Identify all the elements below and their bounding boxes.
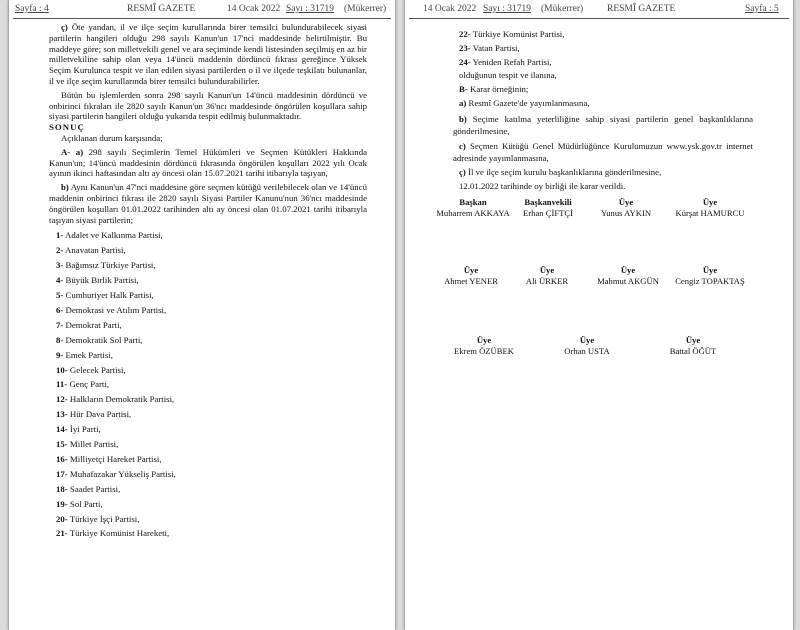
sub-item: b) Seçime katılma yeterliliğine sahip siyasi partilerin genel başkanlıklarına gönderilmesine,: [453, 113, 753, 136]
signature-block: Üye Orhan USTA: [564, 335, 610, 356]
page-number: Sayfa : 4: [15, 4, 49, 14]
signature-block: Başkan Muharrem AKKAYA: [436, 197, 510, 218]
signature-block: Üye Ahmet YENER: [444, 265, 498, 286]
signature-block: Üye Kürşat HAMURCU: [675, 197, 745, 218]
list-item: 20- Türkiye İşçi Partisi,: [56, 513, 140, 524]
signature-block: Üye Ali ÜRKER: [525, 265, 569, 286]
after-list-text: olduğunun tespit ve ilanına,: [459, 70, 557, 81]
intro-line: Açıklanan durum karşısında;: [61, 132, 163, 143]
list-item: 18- Saadet Partisi,: [56, 483, 121, 494]
page-body: [49, 22, 367, 541]
list-item: 2- Anavatan Partisi,: [56, 245, 126, 256]
list-item: 6- Demokrasi ve Atılım Partisi,: [56, 304, 167, 315]
paragraph: ç) Öte yandan, il ve ilçe seçim kurullarında birer temsilci bulundurabilecek siyasi partilerin hangileri olduğu 298 sayılı Kanun'un 17'nci maddesinde belirtilmiştir. Bu maddeye göre; son milletvekili genel ve ara seçiminde kendi listesinden seçilmiş en az bir milletvekiline sahip olan veya 14'üncü maddenin dördüncü fıkrası gereğince Yüksek Seçim Kurulunca tespit ve ilan edilen siyasi partilerden o il ve ilçede teşkilatı bulunanlar, il ve ilçe seçim kurullarında birer temsilci bulundurabilirler.: [49, 22, 367, 86]
signature-block: Üye Mahmut AKGÜN: [597, 265, 659, 286]
list-item: 8- Demokratik Sol Parti,: [56, 334, 143, 345]
list-item: 9- Emek Partisi,: [56, 349, 113, 360]
sub-item: c) Seçmen Kütüğü Genel Müdürlüğünce Kurulumuzun www.ysk.gov.tr internet adresinde yayımlanmasına,: [453, 140, 753, 163]
signature-block: Üye Cengiz TOPAKTAŞ: [675, 265, 745, 286]
list-item: 22- Türkiye Komünist Partisi,: [459, 29, 565, 39]
signature-block: Başkanvekili Erhan ÇİFTÇİ: [523, 197, 573, 218]
issue-extra: (Mükerrer): [344, 4, 387, 14]
list-item: 17- Muhafazakar Yükseliş Partisi,: [56, 468, 176, 479]
section-heading: SONUÇ: [49, 122, 85, 133]
list-item: 24- Yeniden Refah Partisi,: [459, 56, 552, 67]
gazette-title: RESMÎ GAZETE: [607, 4, 676, 14]
issue-number: Sayı : 31719: [286, 4, 335, 14]
issue-number: Sayı : 31719: [483, 4, 532, 14]
decision-item: B- Karar örneğinin;: [459, 84, 529, 95]
header-rule: [409, 18, 789, 19]
gazette-title: RESMÎ GAZETE: [127, 4, 196, 14]
header-date: 14 Ocak 2022: [227, 4, 281, 14]
list-item: 3- Bağımsız Türkiye Partisi,: [56, 260, 156, 271]
list-item: 12- Halkların Demokratik Partisi,: [56, 394, 175, 405]
list-item: 1- Adalet ve Kalkınma Partisi,: [56, 230, 163, 241]
decision-item: A- a) 298 sayılı Seçimlerin Temel Hükümleri ve Seçmen Kütükleri Hakkında Kanun'un; 14'üncü maddesinin dördüncü fıkrasında öngörülen koşulları 2022 yılı Ocak ayının ikinci haftasından altı ay öncesi olan 15.07.2021 tarihi itibarıyla taşıyan,: [49, 146, 367, 179]
list-item: 7- Demokrat Parti,: [56, 319, 122, 330]
decision-item: b) Aynı Kanun'un 47'nci maddesine göre seçmen kütüğü verilebilecek olan ve 14'üncü maddenin onbirinci fıkrası ile 2820 sayılı Siyasi Partiler Kanunu'nun 36'ncı maddesinde öngörülen koşulları 01.01.2022 tarihinden altı ay öncesi olan 01.07.2021 tarihi itibarıyla taşıyan siyasi partilerin;: [49, 182, 367, 225]
list-item: 11- Genç Parti,: [56, 379, 110, 390]
page-body: [453, 28, 753, 193]
list-item: 16- Milliyetçi Hareket Partisi,: [56, 453, 162, 464]
header-rule: [13, 18, 391, 19]
page-number: Sayfa : 5: [745, 4, 779, 14]
signature-block: Üye Battal ÖĞÜT: [669, 335, 717, 356]
page-header: [405, 4, 793, 18]
header-date: 14 Ocak 2022: [423, 4, 477, 14]
party-list: [49, 228, 367, 541]
document-page-4: [8, 0, 396, 630]
page-header: [9, 4, 395, 18]
list-item: 4- Büyük Birlik Partisi,: [56, 275, 139, 286]
list-item: 10- Gelecek Partisi,: [56, 364, 126, 375]
list-item: 15- Millet Partisi,: [56, 439, 119, 450]
list-item: 13- Hür Dava Partisi,: [56, 409, 132, 420]
list-item: 21- Türkiye Komünist Hareketi,: [56, 528, 170, 539]
document-page-5: [404, 0, 794, 630]
closing-text: 12.01.2022 tarihinde oy birliği ile karar verildi.: [459, 180, 626, 191]
list-item: 19- Sol Parti,: [56, 498, 103, 509]
sub-item: a) Resmî Gazete'de yayımlanmasına,: [459, 97, 590, 108]
sub-item: ç) İl ve ilçe seçim kurulu başkanlıklarına gönderilmesine,: [459, 166, 662, 177]
list-item: 23- Vatan Partisi,: [459, 42, 520, 53]
paragraph: Bütün bu işlemlerden sonra 298 sayılı Kanun'un 14'üncü maddesinin dördüncü ve onbirinci fıkraları ile 2820 sayılı Kanun'un 36'ncı maddesinde öngörülen koşullara sahip siyasi partilerin hangileri olduğu yukarıda tespit edilmiş bulunmaktadır.: [49, 89, 367, 122]
list-item: 14- İyi Parti,: [56, 424, 101, 435]
signature-block: Üye Ekrem ÖZÜBEK: [454, 335, 514, 356]
issue-extra: (Mükerrer): [541, 4, 584, 14]
signature-block: Üye Yunus AYKIN: [600, 197, 652, 218]
list-item: 5- Cumhuriyet Halk Partisi,: [56, 289, 154, 300]
